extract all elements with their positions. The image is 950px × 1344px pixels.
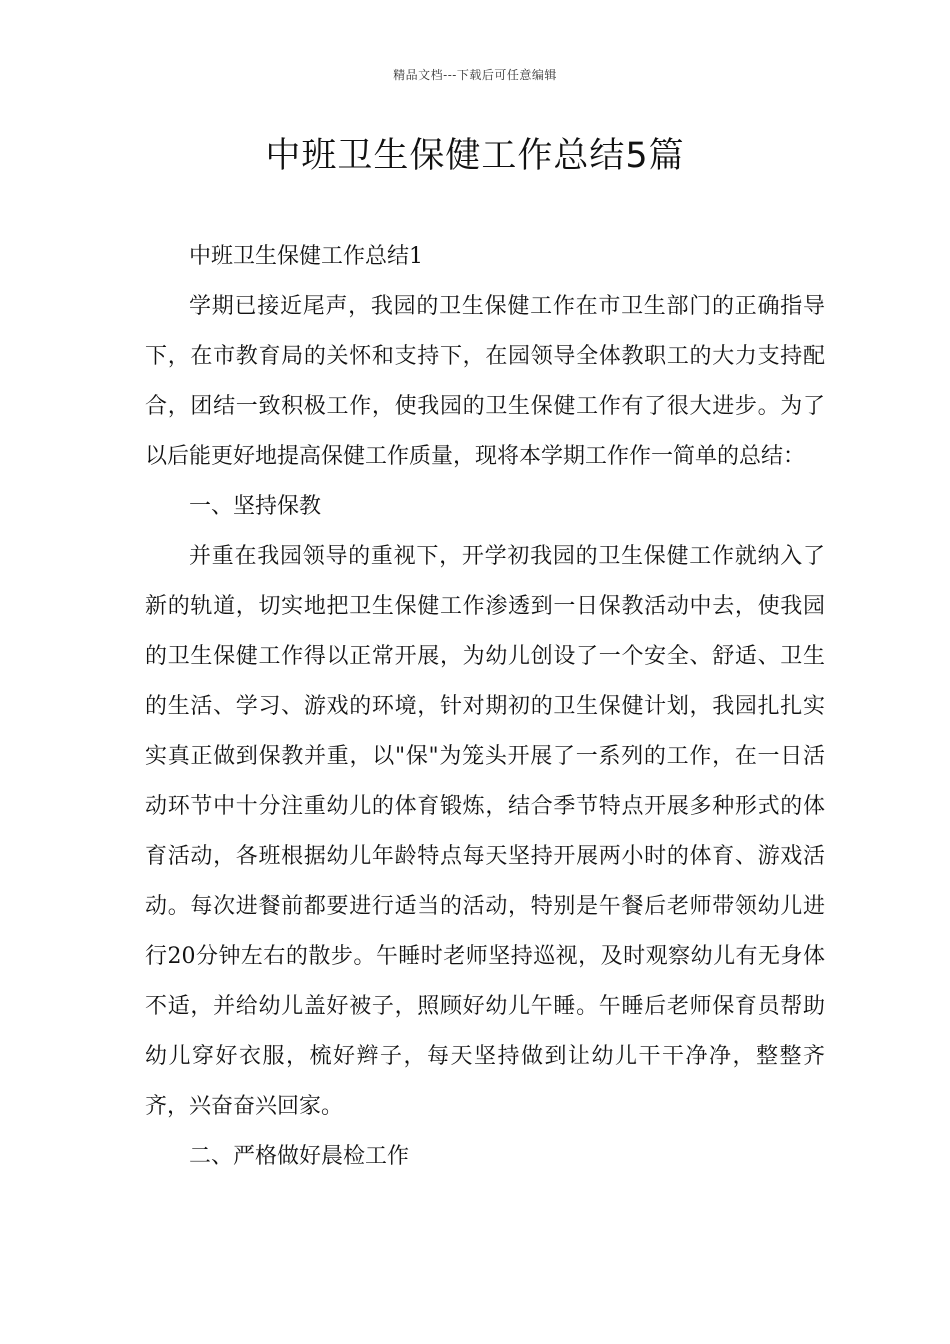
paragraph: 学期已接近尾声，我园的卫生保健工作在市卫生部门的正确指导下，在市教育局的关怀和支持下，在园领导全体教职工的大力支持配合，团结一致积极工作，使我园的卫生保健工作有了很大进步。为了以后能更好地提高保健工作质量，现将本学期工作作一简单的总结： [145,294,825,469]
page-header: 精品文档---下载后可任意编辑 [393,68,557,82]
document-title: 中班卫生保健工作总结5篇 [265,136,685,176]
section-heading: 中班卫生保健工作总结1 [189,244,423,269]
section-heading: 一、坚持保教 [189,494,322,519]
document-body [145,232,825,1182]
section-heading: 二、严格做好晨检工作 [189,1144,410,1169]
paragraph: 并重在我园领导的重视下，开学初我园的卫生保健工作就纳入了新的轨道，切实地把卫生保健工作渗透到一日保教活动中去，使我园的卫生保健工作得以正常开展，为幼儿创设了一个安全、舒适、卫生的生活、学习、游戏的环境，针对期初的卫生保健计划，我园扎扎实实真正做到保教并重，以"保"为笼头开展了一系列的工作，在一日活动环节中十分注重幼儿的体育锻炼，结合季节特点开展多种形式的体育活动，各班根据幼儿年龄特点每天坚持开展两小时的体育、游戏活动。每次进餐前都要进行适当的活动，特别是午餐后老师带领幼儿进行20分钟左右的散步。午睡时老师坚持巡视，及时观察幼儿有无身体不适，并给幼儿盖好被子，照顾好幼儿午睡。午睡后老师保育员帮助幼儿穿好衣服，梳好辫子，每天坚持做到让幼儿干干净净，整整齐齐，兴奋奋兴回家。 [145,544,825,1119]
